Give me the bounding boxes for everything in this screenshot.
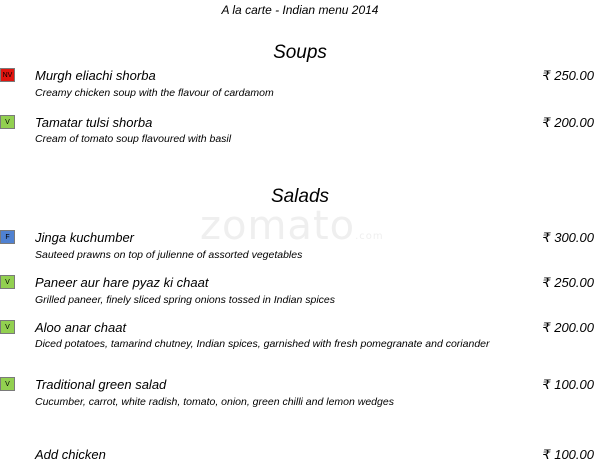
fish-badge: F bbox=[0, 230, 15, 244]
item-description: Cream of tomato soup flavoured with basil bbox=[35, 133, 232, 145]
nonveg-badge: NV bbox=[0, 68, 15, 82]
item-price: ₹ 250.00 bbox=[542, 68, 594, 83]
veg-badge: V bbox=[0, 377, 15, 391]
menu-title: A la carte - Indian menu 2014 bbox=[221, 3, 379, 17]
item-name: Traditional green salad bbox=[35, 377, 167, 392]
addon-price: ₹ 100.00 bbox=[542, 447, 594, 462]
zomato-watermark: zomato.com bbox=[200, 203, 384, 249]
section-title-soups: Soups bbox=[273, 42, 327, 63]
veg-badge: V bbox=[0, 115, 15, 129]
section-title-salads: Salads bbox=[270, 186, 330, 207]
veg-badge: V bbox=[0, 275, 15, 289]
item-price: ₹ 200.00 bbox=[542, 115, 594, 130]
item-description: Creamy chicken soup with the flavour of cardamom bbox=[35, 87, 274, 99]
item-price: ₹ 250.00 bbox=[542, 275, 594, 290]
item-name: Murgh eliachi shorba bbox=[35, 68, 156, 83]
addon-name: Add chicken bbox=[35, 447, 106, 462]
item-name: Aloo anar chaat bbox=[35, 320, 127, 335]
item-description: Sauteed prawns on top of julienne of assorted vegetables bbox=[35, 249, 303, 261]
item-description: Grilled paneer, finely sliced spring onions tossed in Indian spices bbox=[35, 294, 336, 306]
veg-badge: V bbox=[0, 320, 15, 334]
item-description: Diced potatoes, tamarind chutney, Indian spices, garnished with fresh pomegranate and coriander bbox=[35, 338, 490, 350]
item-name: Tamatar tulsi shorba bbox=[35, 115, 153, 130]
item-price: ₹ 300.00 bbox=[542, 230, 594, 245]
item-price: ₹ 100.00 bbox=[542, 377, 594, 392]
item-name: Paneer aur hare pyaz ki chaat bbox=[35, 275, 209, 290]
item-name: Jinga kuchumber bbox=[35, 230, 134, 245]
item-price: ₹ 200.00 bbox=[542, 320, 594, 335]
item-description: Cucumber, carrot, white radish, tomato, onion, green chilli and lemon wedges bbox=[35, 396, 394, 408]
